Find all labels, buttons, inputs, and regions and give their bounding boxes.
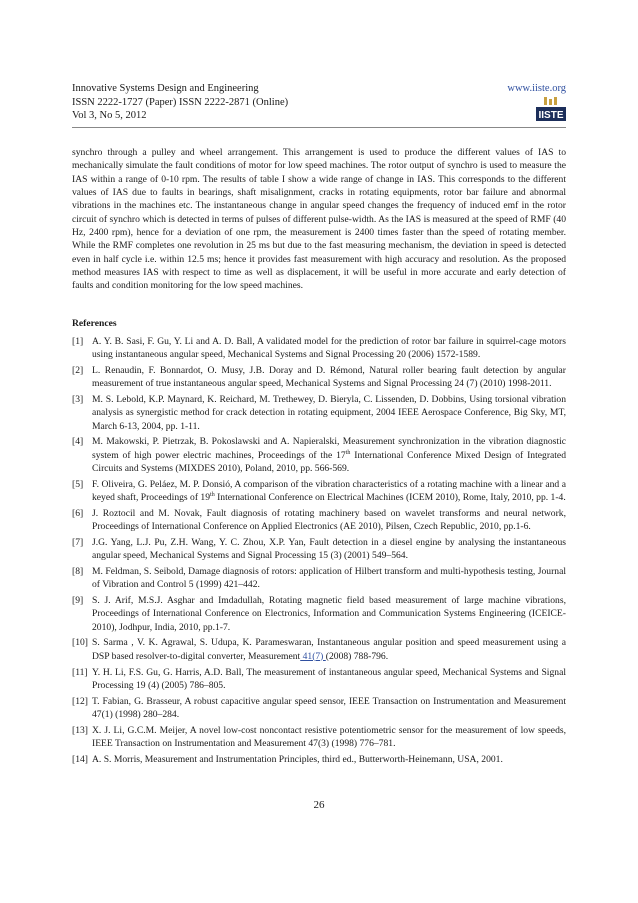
journal-volume: Vol 3, No 5, 2012 (72, 110, 147, 122)
volume-link[interactable]: 41(7) (300, 650, 326, 662)
reference-item: [9] S. J. Arif, M.S.J. Asghar and Imdadullah, Rotating magnetic field based measurement of large machine vibrations, Proceedings of International Conference on Electronics, Information and Communication Systems Engineering (ICEICE-2010), Jodhpur, India, 2010, pp.1-7. (72, 595, 566, 633)
reference-item: [13] X. J. Li, G.C.M. Meijer, A novel low-cost noncontact resistive potentiometric sensor for the measurement of low speeds, IEEE Transaction on Instrumentation and Measurement 47(3) (1998) 776–781. (72, 724, 566, 749)
journal-issn: ISSN 2222-1727 (Paper) ISSN 2222-2871 (Online) (72, 96, 289, 108)
journal-title: Innovative Systems Design and Engineering (72, 83, 259, 94)
page-number: 26 (313, 799, 325, 811)
references-list (72, 335, 566, 769)
reference-item: [14] A. S. Morris, Measurement and Instrumentation Principles, third ed., Butterworth-Heinemann, USA, 2001. (72, 753, 503, 765)
running-header (72, 82, 566, 123)
reference-item: [7] J.G. Yang, L.J. Pu, Z.H. Wang, Y. C. Zhou, X.P. Yan, Fault detection in a diesel engine by analysing the instantaneous angular speed, Mechanical Systems and Signal Processing 15 (3) (2001) 549–564. (72, 536, 566, 562)
reference-item: [12] T. Fabian, G. Brasseur, A robust capacitive angular speed sensor, IEEE Transaction on Instrumentation and Measurement 47(1) (1998) 280–284. (72, 695, 566, 720)
reference-item: [3] M. S. Lebold, K.P. Maynard, K. Reichard, M. Trethewey, D. Bieryla, C. Lissenden, D. Dobbins, Using torsional vibration analysis as synergistic method for crack detection in rotating equipment, 2004 IEEE Aerospace Conference, Big Sky, MT, March 6-13, 2004, pp. 1-11. (72, 394, 566, 432)
reference-item: [4] M. Makowski, P. Pietrzak, B. Pokoslawski and A. Napieralski, Measurement synchronization in the vibration diagnostic system of high power electric machines, Proceedings of the 17th International Conference Mixed Design of Integrated Circuits and Systems (MIXDES 2010), Poland, 2010, pp. 566-569. (72, 436, 566, 474)
reference-item: [5] F. Oliveira, G. Peláez, M. P. Donsió, A comparison of the vibration characteristics of a rotating machine with a linear and a keyed shaft, Proceedings of 19th International Conference on Electrical Machines (ICEM 2010), Rome, Italy, 2010, pp. 1-4. (72, 478, 566, 503)
header-divider (72, 127, 566, 128)
journal-url-link[interactable]: www.iiste.org (507, 83, 566, 94)
reference-item: [1] A. Y. B. Sasi, F. Gu, Y. Li and A. D. Ball, A validated model for the prediction of rotor bar failure in squirrel-cage motors using instantaneous angular speed, Mechanical Systems and Signal Processing 20 (2006) 1572-1589. (72, 336, 566, 361)
reference-item: [11] Y. H. Li, F.S. Gu, G. Harris, A.D. Ball, The measurement of instantaneous angular speed, Mechanical Systems and Signal Processing 19 (4) (2005) 786–805. (72, 666, 566, 691)
iiste-logo-icon (536, 97, 566, 121)
reference-item: [2] L. Renaudin, F. Bonnardot, O. Musy, J.B. Doray and D. Rémond, Natural roller bearing fault detection by angular measurement of true instantaneous angular speed, Mechanical Systems and Signal Processing 24 (7) (2010) 1998-2011. (72, 365, 566, 390)
reference-item: [10] S. Sarma , V. K. Agrawal, S. Udupa, K. Parameswaran, Instantaneous angular position and speed measurement using a DSP based resolver-to-digital converter, Measurement 41(7) (2008) 788-796. (72, 637, 566, 662)
references-heading: References (72, 318, 117, 329)
reference-item: [6] J. Roztocil and M. Novak, Fault diagnosis of rotating machinery based on wavelet transforms and neural network, Proceedings of International Conference on Applied Electronics (AE 2010), Pilsen, Czech Republic, 2010, pp.1-6. (72, 507, 566, 533)
reference-item: [8] M. Feldman, S. Seibold, Damage diagnosis of rotors: application of Hilbert transform and multi-hypothesis testing, Journal of Vibration and Control 5 (1999) 421–442. (72, 566, 566, 591)
svg-text:IISTE: IISTE (538, 110, 564, 121)
body-paragraph: synchro through a pulley and wheel arrangement. This arrangement is used to produce the different values of IAS to mechanically simulate the fault conditions of motor for low speed machines. The rotor output of synchro is used to measure the IAS within a range of 0-10 rpm. The results of table I show a wide range of change in IAS. This corresponds to the different values of IAS due to faults in bearings, shaft misalignment, cracks in rotating equipments, rotor bar failure and abnormal vibrations in the machines etc. The instantaneous change in angular speed changes the frequency of induced emf in the rotor circuit of synchro which is detected in terms of pulses of different pulse-width. As the IAS is measured at the speed of RMF (40 Hz, 2400 rpm), hence for a deviation of one rpm, the measurement is 2400 times faster than the speed of rotating member. While the RMF completes one revolution in 25 ms but due to the fast measuring mechanism, the deviation in speed is detected even in half cycle i.e. within 12.5 ms; hence it provides fast measurement with high accuracy and resolution. As the proposed method measures IAS with respect to time as well as displacement, it will be useful in more accurate and early detection of faults and condition monitoring for the low speed machines. (72, 147, 566, 292)
